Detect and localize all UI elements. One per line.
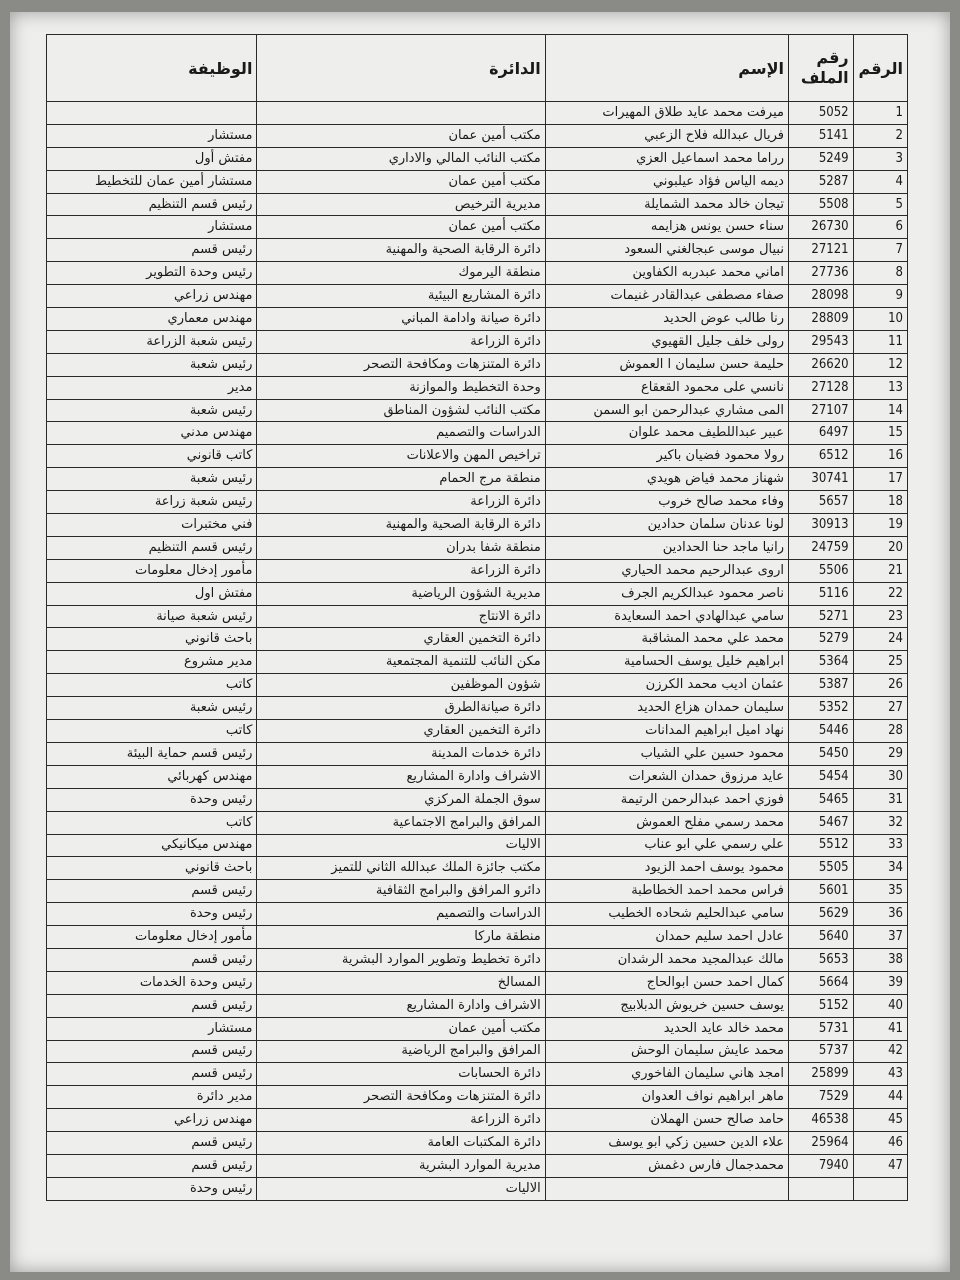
cell-job: رئيس شعبة bbox=[47, 399, 257, 422]
cell-job: رئيس شعبة الزراعة bbox=[47, 330, 257, 353]
cell-num: 33 bbox=[853, 834, 907, 857]
cell-name: نهاد اميل ابراهيم المدانات bbox=[545, 720, 788, 743]
cell-job: رئيس قسم التنظيم bbox=[47, 193, 257, 216]
table-row bbox=[47, 903, 908, 926]
cell-file: 5287 bbox=[788, 170, 853, 193]
cell-job: رئيس شعبة زراعة bbox=[47, 491, 257, 514]
header-job: الوظيفة bbox=[47, 35, 257, 102]
cell-name: محمد خالد عايد الحديد bbox=[545, 1017, 788, 1040]
employee-table bbox=[46, 34, 908, 1201]
table-row bbox=[47, 124, 908, 147]
cell-name: رراما محمد اسماعيل العزي bbox=[545, 147, 788, 170]
cell-job: مفتش أول bbox=[47, 147, 257, 170]
cell-name: امجد هاني سليمان الفاخوري bbox=[545, 1063, 788, 1086]
cell-num: 35 bbox=[853, 880, 907, 903]
cell-file: 29543 bbox=[788, 330, 853, 353]
cell-dept bbox=[257, 102, 545, 125]
cell-name: عثمان اديب محمد الكرزن bbox=[545, 674, 788, 697]
cell-num: 11 bbox=[853, 330, 907, 353]
cell-file: 5387 bbox=[788, 674, 853, 697]
cell-name: رانيا ماجد حنا الحدادين bbox=[545, 536, 788, 559]
cell-job: باحث قانوني bbox=[47, 857, 257, 880]
header-file: رقم الملف bbox=[788, 35, 853, 102]
cell-name: لونا عدنان سلمان حدادين bbox=[545, 514, 788, 537]
cell-job: كاتب bbox=[47, 674, 257, 697]
cell-name: ماهر ابراهيم نواف العدوان bbox=[545, 1086, 788, 1109]
table-row bbox=[47, 514, 908, 537]
cell-dept: دائرو المرافق والبرامج الثقافية bbox=[257, 880, 545, 903]
cell-num: 16 bbox=[853, 445, 907, 468]
table-row bbox=[47, 308, 908, 331]
table-row bbox=[47, 445, 908, 468]
cell-file: 5352 bbox=[788, 697, 853, 720]
table-row bbox=[47, 971, 908, 994]
table-body bbox=[47, 102, 908, 1201]
cell-dept: مديرية الشؤون الرياضية bbox=[257, 582, 545, 605]
cell-dept: دائرة تخطيط وتطوير الموارد البشرية bbox=[257, 948, 545, 971]
cell-num bbox=[853, 1177, 907, 1200]
cell-dept: منطقة شفا بدران bbox=[257, 536, 545, 559]
cell-name: محمد رسمي مفلح العموش bbox=[545, 811, 788, 834]
cell-job: رئيس وحدة التطوير bbox=[47, 262, 257, 285]
cell-num: 40 bbox=[853, 994, 907, 1017]
cell-num: 39 bbox=[853, 971, 907, 994]
table-row bbox=[47, 170, 908, 193]
cell-job: مدير bbox=[47, 376, 257, 399]
cell-dept: دائرة الانتاج bbox=[257, 605, 545, 628]
cell-name: مالك عبدالمجيد محمد الرشدان bbox=[545, 948, 788, 971]
cell-name: وفاء محمد صالح خروب bbox=[545, 491, 788, 514]
table-row bbox=[47, 742, 908, 765]
cell-job: مهندس معماري bbox=[47, 308, 257, 331]
table-row bbox=[47, 765, 908, 788]
table-row bbox=[47, 1040, 908, 1063]
cell-job: مهندس كهربائي bbox=[47, 765, 257, 788]
cell-dept: مديرية الترخيص bbox=[257, 193, 545, 216]
cell-file: 5152 bbox=[788, 994, 853, 1017]
cell-num: 44 bbox=[853, 1086, 907, 1109]
cell-file: 7529 bbox=[788, 1086, 853, 1109]
cell-file: 5116 bbox=[788, 582, 853, 605]
cell-file: 26620 bbox=[788, 353, 853, 376]
cell-name: يوسف حسين خريوش الدبلابيج bbox=[545, 994, 788, 1017]
cell-job: رئيس قسم bbox=[47, 1132, 257, 1155]
cell-file: 5505 bbox=[788, 857, 853, 880]
cell-dept: دائرة المتنزهات ومكافحة التصحر bbox=[257, 353, 545, 376]
document-page bbox=[10, 12, 950, 1272]
cell-num: 29 bbox=[853, 742, 907, 765]
cell-num: 20 bbox=[853, 536, 907, 559]
cell-num: 27 bbox=[853, 697, 907, 720]
cell-dept: المرافق والبرامج الرياضية bbox=[257, 1040, 545, 1063]
cell-dept: الاليات bbox=[257, 1177, 545, 1200]
cell-num: 45 bbox=[853, 1109, 907, 1132]
table-row bbox=[47, 834, 908, 857]
cell-job: رئيس قسم bbox=[47, 1040, 257, 1063]
cell-job: مفتش اول bbox=[47, 582, 257, 605]
cell-file: 27107 bbox=[788, 399, 853, 422]
cell-file: 5601 bbox=[788, 880, 853, 903]
cell-job: مستشار bbox=[47, 124, 257, 147]
cell-job: رئيس وحدة الخدمات bbox=[47, 971, 257, 994]
cell-dept: المسالخ bbox=[257, 971, 545, 994]
cell-num: 43 bbox=[853, 1063, 907, 1086]
cell-job: باحث قانوني bbox=[47, 628, 257, 651]
cell-dept: الدراسات والتصميم bbox=[257, 422, 545, 445]
cell-file: 6512 bbox=[788, 445, 853, 468]
cell-file: 5364 bbox=[788, 651, 853, 674]
cell-name: سناء حسن يونس هزايمه bbox=[545, 216, 788, 239]
cell-job: رئيس شعبة صيانة bbox=[47, 605, 257, 628]
cell-name: ناصر محمود عبدالكريم الجرف bbox=[545, 582, 788, 605]
cell-job: رئيس قسم bbox=[47, 994, 257, 1017]
cell-dept: الاليات bbox=[257, 834, 545, 857]
table-row bbox=[47, 880, 908, 903]
table-row bbox=[47, 582, 908, 605]
table-row bbox=[47, 1177, 908, 1200]
cell-num: 9 bbox=[853, 285, 907, 308]
cell-file: 5467 bbox=[788, 811, 853, 834]
cell-dept: دائرة الزراعة bbox=[257, 559, 545, 582]
cell-job: مأمور إدخال معلومات bbox=[47, 926, 257, 949]
cell-num: 17 bbox=[853, 468, 907, 491]
cell-job: مهندس ميكانيكي bbox=[47, 834, 257, 857]
cell-name: فراس محمد احمد الخطاطبة bbox=[545, 880, 788, 903]
cell-name bbox=[545, 1177, 788, 1200]
cell-job: رئيس قسم bbox=[47, 239, 257, 262]
table-row bbox=[47, 491, 908, 514]
header-dept: الدائرة bbox=[257, 35, 545, 102]
table-row bbox=[47, 1132, 908, 1155]
cell-name: نانسي على محمود القعقاع bbox=[545, 376, 788, 399]
cell-name: فريال عبدالله فلاح الزعبي bbox=[545, 124, 788, 147]
cell-name: رولا محمود فضيان باكير bbox=[545, 445, 788, 468]
cell-num: 19 bbox=[853, 514, 907, 537]
cell-dept: مكتب النائب لشؤون المناطق bbox=[257, 399, 545, 422]
cell-job: مستشار bbox=[47, 216, 257, 239]
cell-job: كاتب bbox=[47, 720, 257, 743]
cell-name: اماني محمد عبدربه الكفاوين bbox=[545, 262, 788, 285]
table-row bbox=[47, 262, 908, 285]
table-row bbox=[47, 1109, 908, 1132]
cell-file: 46538 bbox=[788, 1109, 853, 1132]
cell-dept: دائرة الرقابة الصحية والمهنية bbox=[257, 239, 545, 262]
cell-name: ديمه الياس فؤاد عيلبوني bbox=[545, 170, 788, 193]
cell-num: 22 bbox=[853, 582, 907, 605]
cell-file: 5446 bbox=[788, 720, 853, 743]
table-row bbox=[47, 147, 908, 170]
cell-name: عايد مرزوق حمدان الشعرات bbox=[545, 765, 788, 788]
cell-job: رئيس قسم bbox=[47, 1063, 257, 1086]
cell-job: مهندس مدني bbox=[47, 422, 257, 445]
cell-dept: وحدة التخطيط والموازنة bbox=[257, 376, 545, 399]
cell-job: رئيس وحدة bbox=[47, 788, 257, 811]
cell-file: 5450 bbox=[788, 742, 853, 765]
cell-num: 10 bbox=[853, 308, 907, 331]
cell-num: 46 bbox=[853, 1132, 907, 1155]
cell-job: رئيس شعبة bbox=[47, 468, 257, 491]
cell-num: 32 bbox=[853, 811, 907, 834]
header-num: الرقم bbox=[853, 35, 907, 102]
cell-num: 4 bbox=[853, 170, 907, 193]
cell-file: 28098 bbox=[788, 285, 853, 308]
cell-dept: دائرة التخمين العقاري bbox=[257, 720, 545, 743]
table-header-row bbox=[47, 35, 908, 102]
cell-name: حليمة حسن سليمان ا العموش bbox=[545, 353, 788, 376]
table-row bbox=[47, 674, 908, 697]
cell-dept: دائرة صيانةالطرق bbox=[257, 697, 545, 720]
cell-name: كمال احمد حسن ابوالحاج bbox=[545, 971, 788, 994]
table-row bbox=[47, 1086, 908, 1109]
cell-job: مهندس زراعي bbox=[47, 285, 257, 308]
cell-file: 28809 bbox=[788, 308, 853, 331]
cell-num: 5 bbox=[853, 193, 907, 216]
table-row bbox=[47, 1017, 908, 1040]
cell-dept: الدراسات والتصميم bbox=[257, 903, 545, 926]
cell-job: مدير دائرة bbox=[47, 1086, 257, 1109]
cell-name: محمود يوسف احمد الزيود bbox=[545, 857, 788, 880]
cell-file: 5664 bbox=[788, 971, 853, 994]
cell-name: ميرفت محمد عايد طلاق المهيرات bbox=[545, 102, 788, 125]
table-row bbox=[47, 651, 908, 674]
cell-dept: مكتب النائب المالي والاداري bbox=[257, 147, 545, 170]
table-row bbox=[47, 720, 908, 743]
cell-dept: دائرة التخمين العقاري bbox=[257, 628, 545, 651]
cell-job: كاتب bbox=[47, 811, 257, 834]
cell-name: سامي عبدالحليم شحاده الخطيب bbox=[545, 903, 788, 926]
cell-dept: دائرة الحسابات bbox=[257, 1063, 545, 1086]
table-row bbox=[47, 353, 908, 376]
cell-file: 27128 bbox=[788, 376, 853, 399]
cell-file: 5657 bbox=[788, 491, 853, 514]
table-row bbox=[47, 216, 908, 239]
cell-num: 28 bbox=[853, 720, 907, 743]
cell-name: علاء الدين حسين زكي ابو يوسف bbox=[545, 1132, 788, 1155]
cell-num: 41 bbox=[853, 1017, 907, 1040]
cell-file: 25899 bbox=[788, 1063, 853, 1086]
table-row bbox=[47, 605, 908, 628]
table-row bbox=[47, 193, 908, 216]
cell-dept: دائرة الرقابة الصحية والمهنية bbox=[257, 514, 545, 537]
cell-file: 5465 bbox=[788, 788, 853, 811]
cell-num: 36 bbox=[853, 903, 907, 926]
cell-dept: مكن النائب للتنمية المجتمعية bbox=[257, 651, 545, 674]
cell-num: 18 bbox=[853, 491, 907, 514]
table-row bbox=[47, 468, 908, 491]
cell-name: رولى خلف جليل القهيوي bbox=[545, 330, 788, 353]
table-row bbox=[47, 994, 908, 1017]
cell-dept: المرافق والبرامج الاجتماعية bbox=[257, 811, 545, 834]
cell-num: 15 bbox=[853, 422, 907, 445]
cell-job: رئيس قسم bbox=[47, 880, 257, 903]
cell-num: 34 bbox=[853, 857, 907, 880]
cell-file: 30913 bbox=[788, 514, 853, 537]
cell-name: شهناز محمد فياض هويدي bbox=[545, 468, 788, 491]
cell-dept: دائرة خدمات المدينة bbox=[257, 742, 545, 765]
cell-file: 5653 bbox=[788, 948, 853, 971]
cell-name: محمود حسين علي الشياب bbox=[545, 742, 788, 765]
cell-file: 5629 bbox=[788, 903, 853, 926]
cell-file: 5249 bbox=[788, 147, 853, 170]
table-row bbox=[47, 399, 908, 422]
cell-name: علي رسمي علي ابو عناب bbox=[545, 834, 788, 857]
table-row bbox=[47, 857, 908, 880]
cell-file: 5731 bbox=[788, 1017, 853, 1040]
cell-dept: تراخيص المهن والاعلانات bbox=[257, 445, 545, 468]
table-row bbox=[47, 330, 908, 353]
cell-name: عبير عبداللطيف محمد علوان bbox=[545, 422, 788, 445]
cell-num: 37 bbox=[853, 926, 907, 949]
table-row bbox=[47, 788, 908, 811]
cell-file: 7940 bbox=[788, 1154, 853, 1177]
cell-file: 5279 bbox=[788, 628, 853, 651]
table-row bbox=[47, 1063, 908, 1086]
cell-num: 23 bbox=[853, 605, 907, 628]
table-row bbox=[47, 536, 908, 559]
cell-num: 26 bbox=[853, 674, 907, 697]
cell-name: نبيال موسى عبجالغني السعود bbox=[545, 239, 788, 262]
cell-num: 13 bbox=[853, 376, 907, 399]
table-row bbox=[47, 1154, 908, 1177]
cell-file: 5508 bbox=[788, 193, 853, 216]
table-row bbox=[47, 811, 908, 834]
cell-job: فني مختبرات bbox=[47, 514, 257, 537]
cell-num: 25 bbox=[853, 651, 907, 674]
cell-job: كاتب قانوني bbox=[47, 445, 257, 468]
cell-file: 5640 bbox=[788, 926, 853, 949]
cell-file: 27121 bbox=[788, 239, 853, 262]
cell-num: 3 bbox=[853, 147, 907, 170]
cell-job: مأمور إدخال معلومات bbox=[47, 559, 257, 582]
cell-dept: دائرة الزراعة bbox=[257, 330, 545, 353]
table-row bbox=[47, 422, 908, 445]
cell-job: مدير مشروع bbox=[47, 651, 257, 674]
cell-dept: شؤون الموظفين bbox=[257, 674, 545, 697]
cell-num: 12 bbox=[853, 353, 907, 376]
cell-file: 5737 bbox=[788, 1040, 853, 1063]
cell-num: 24 bbox=[853, 628, 907, 651]
cell-num: 38 bbox=[853, 948, 907, 971]
cell-name: اروى عبدالرحيم محمد الحياري bbox=[545, 559, 788, 582]
cell-job bbox=[47, 102, 257, 125]
cell-name: فوزي احمد عبدالرحمن الرتيمة bbox=[545, 788, 788, 811]
table-row bbox=[47, 948, 908, 971]
cell-dept: مكتب أمين عمان bbox=[257, 124, 545, 147]
cell-job: رئيس قسم حماية البيئة bbox=[47, 742, 257, 765]
cell-job: رئيس وحدة bbox=[47, 1177, 257, 1200]
cell-dept: دائرة الزراعة bbox=[257, 1109, 545, 1132]
cell-job: رئيس قسم bbox=[47, 948, 257, 971]
cell-file: 5506 bbox=[788, 559, 853, 582]
cell-dept: مكتب أمين عمان bbox=[257, 216, 545, 239]
table-row bbox=[47, 697, 908, 720]
table-row bbox=[47, 376, 908, 399]
cell-dept: الاشراف وادارة المشاريع bbox=[257, 765, 545, 788]
cell-num: 21 bbox=[853, 559, 907, 582]
cell-dept: مديرية الموارد البشرية bbox=[257, 1154, 545, 1177]
cell-file: 5271 bbox=[788, 605, 853, 628]
header-name: الإسم bbox=[545, 35, 788, 102]
cell-name: حامد صالح حسن الهملان bbox=[545, 1109, 788, 1132]
cell-dept: منطقة ماركا bbox=[257, 926, 545, 949]
cell-job: رئيس قسم التنظيم bbox=[47, 536, 257, 559]
cell-num: 47 bbox=[853, 1154, 907, 1177]
cell-dept: منطقة مرج الحمام bbox=[257, 468, 545, 491]
cell-file: 6497 bbox=[788, 422, 853, 445]
cell-name: محمد عايش سليمان الوحش bbox=[545, 1040, 788, 1063]
cell-dept: سوق الجملة المركزي bbox=[257, 788, 545, 811]
cell-job: مهندس زراعي bbox=[47, 1109, 257, 1132]
cell-dept: دائرة المتنزهات ومكافحة التصحر bbox=[257, 1086, 545, 1109]
cell-job: رئيس قسم bbox=[47, 1154, 257, 1177]
table-row bbox=[47, 628, 908, 651]
cell-file: 5512 bbox=[788, 834, 853, 857]
cell-name: المى مشاري عبدالرحمن ابو السمن bbox=[545, 399, 788, 422]
cell-name: محمدجمال فارس دغمش bbox=[545, 1154, 788, 1177]
cell-name: ابراهيم خليل يوسف الحسامية bbox=[545, 651, 788, 674]
cell-dept: دائرة صيانة وادامة المباني bbox=[257, 308, 545, 331]
cell-num: 8 bbox=[853, 262, 907, 285]
cell-num: 14 bbox=[853, 399, 907, 422]
cell-file: 25964 bbox=[788, 1132, 853, 1155]
cell-name: محمد علي محمد المشاقبة bbox=[545, 628, 788, 651]
cell-dept: دائرة المكتبات العامة bbox=[257, 1132, 545, 1155]
cell-dept: الاشراف وادارة المشاريع bbox=[257, 994, 545, 1017]
cell-num: 31 bbox=[853, 788, 907, 811]
cell-num: 1 bbox=[853, 102, 907, 125]
cell-dept: منطقة اليرموك bbox=[257, 262, 545, 285]
cell-job: رئيس وحدة bbox=[47, 903, 257, 926]
cell-num: 42 bbox=[853, 1040, 907, 1063]
cell-name: سامي عبدالهادي احمد السعايدة bbox=[545, 605, 788, 628]
cell-num: 2 bbox=[853, 124, 907, 147]
cell-job: رئيس شعبة bbox=[47, 697, 257, 720]
cell-dept: مكتب جائزة الملك عبدالله الثاني للتميز bbox=[257, 857, 545, 880]
cell-dept: دائرة الزراعة bbox=[257, 491, 545, 514]
cell-name: عادل احمد سليم حمدان bbox=[545, 926, 788, 949]
cell-name: سليمان حمدان هزاع الحديد bbox=[545, 697, 788, 720]
cell-dept: مكتب أمين عمان bbox=[257, 170, 545, 193]
table-row bbox=[47, 285, 908, 308]
cell-dept: دائرة المشاريع البيئية bbox=[257, 285, 545, 308]
cell-num: 6 bbox=[853, 216, 907, 239]
cell-num: 7 bbox=[853, 239, 907, 262]
cell-file: 26730 bbox=[788, 216, 853, 239]
cell-name: تيجان خالد محمد الشمايلة bbox=[545, 193, 788, 216]
table-row bbox=[47, 239, 908, 262]
cell-file: 30741 bbox=[788, 468, 853, 491]
cell-num: 30 bbox=[853, 765, 907, 788]
cell-job: رئيس شعبة bbox=[47, 353, 257, 376]
table-row bbox=[47, 102, 908, 125]
cell-job: مستشار bbox=[47, 1017, 257, 1040]
cell-job: مستشار أمين عمان للتخطيط bbox=[47, 170, 257, 193]
cell-file: 5141 bbox=[788, 124, 853, 147]
cell-file: 27736 bbox=[788, 262, 853, 285]
cell-file: 5454 bbox=[788, 765, 853, 788]
table-row bbox=[47, 559, 908, 582]
cell-file: 24759 bbox=[788, 536, 853, 559]
cell-name: رنا طالب عوض الحديد bbox=[545, 308, 788, 331]
cell-file bbox=[788, 1177, 853, 1200]
cell-file: 5052 bbox=[788, 102, 853, 125]
cell-name: صفاء مصطفى عبدالقادر غنيمات bbox=[545, 285, 788, 308]
table-row bbox=[47, 926, 908, 949]
cell-dept: مكتب أمين عمان bbox=[257, 1017, 545, 1040]
